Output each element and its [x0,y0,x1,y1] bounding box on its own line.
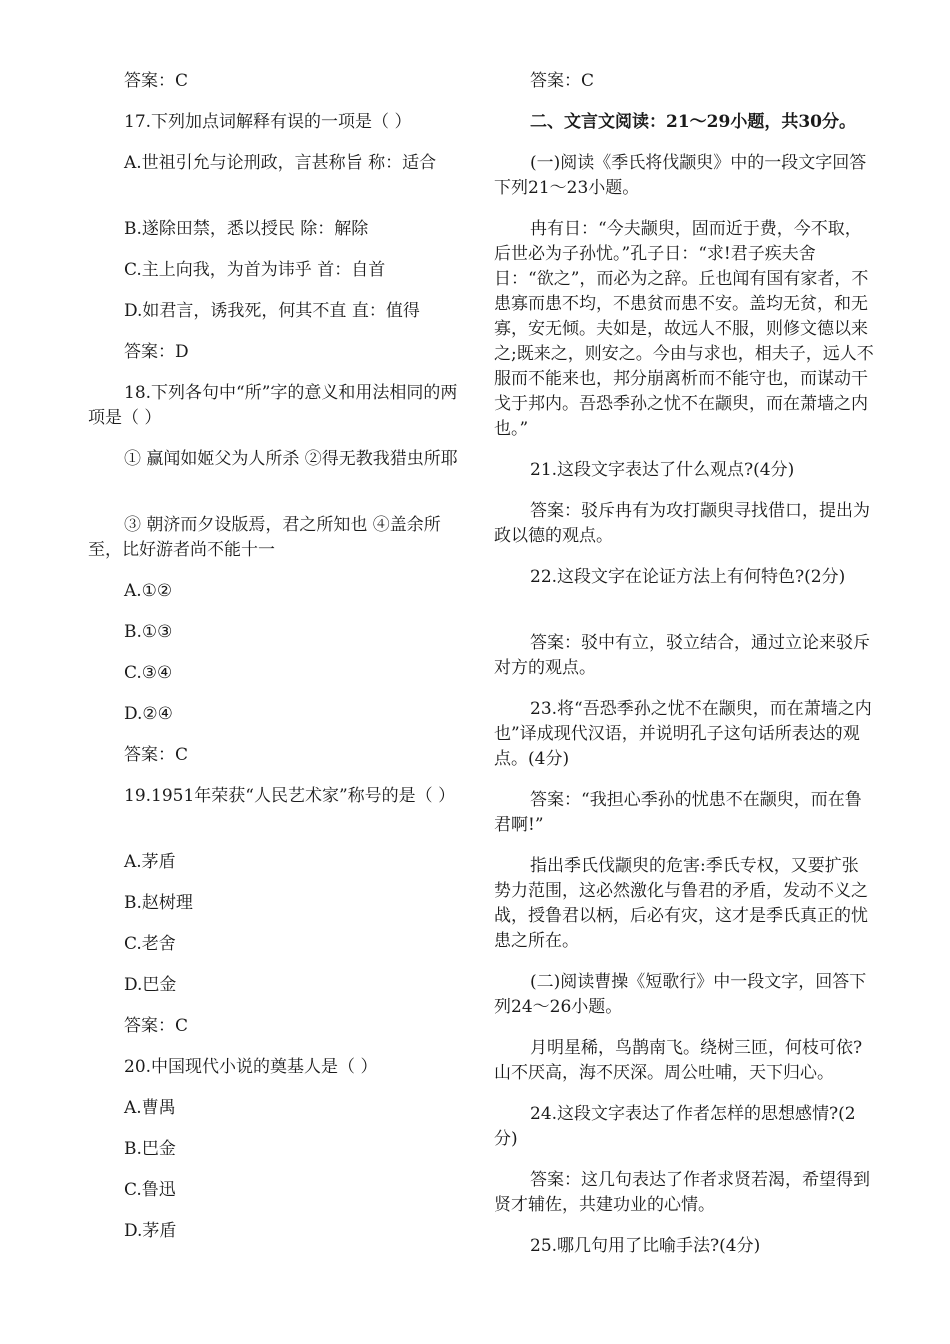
question-24: 24.这段文字表达了作者怎样的思想感情?(2分) [494,1104,856,1149]
option-b: B.巴金 [124,1139,176,1159]
option-a: A.①② [124,581,173,601]
answer-text: 答案：C [530,71,595,91]
section-heading: 二、文言文阅读：21～29小题，共30分。 [530,112,856,132]
option-c: C.③④ [124,663,173,683]
option-a: A.世祖引允与论刑政，言甚称旨 称：适合 [124,153,437,173]
poem-passage: 月明星稀，鸟鹊南飞。绕树三匝，何枝可依?山不厌高，海不厌深。周公吐哺，天下归心。 [494,1038,863,1083]
option-c: C.老舍 [124,934,176,954]
option-a: A.曹禺 [124,1098,176,1118]
option-c: C.主上向我，为首为讳乎 首：自首 [124,260,386,280]
question-22: 22.这段文字在论证方法上有何特色?(2分) [530,567,846,587]
answer-explanation: 指出季氏伐颛臾的危害:季氏专权，又要扩张势力范围，这必然激化与鲁君的矛盾，发动不义之战，授鲁君以柄，后必有灾，这才是季氏真正的忧患之所在。 [494,856,868,951]
answer-text: 答案：C [124,71,189,91]
reading-instruction: (二)阅读曹操《短歌行》中一段文字，回答下列24～26小题。 [494,972,867,1017]
option-d: D.巴金 [124,975,177,995]
question-18: 18.下列各句中“所”字的意义和用法相同的两项是（ ） [88,383,458,428]
question-25: 25.哪几句用了比喻手法?(4分) [530,1236,761,1256]
option-b: B.遂除田禁，悉以授民 除：解除 [124,219,369,239]
answer-text: 答案：C [124,745,189,765]
option-c: C.鲁迅 [124,1180,176,1200]
question-23: 23.将“吾恐季孙之忧不在颛臾，而在萧墙之内也”译成现代汉语，并说明孔子这句话所表达的观点。(4分) [494,699,872,769]
answer-text: 答案：D [124,342,189,362]
answer-text: 答案：C [124,1016,189,1036]
question-20: 20.中国现代小说的奠基人是（ ） [124,1057,378,1077]
option-b: B.赵树理 [124,893,193,913]
classical-passage: 冉有日：“今夫颛臾，固而近于费，今不取，后世必为子孙忧。”孔子日：“求!君子疾夫舍日：“欲之”，而必为之辞。丘也闻有国有家者，不患寡而患不均，不患贫而患不安。盖均无贫，和无寡，安无倾。夫如是，故远人不服，则修文德以来之;既来之，则安之。今由与求也，相夫子，远人不服而不能来也，邦分崩离析而不能守也，而谋动干戈于邦内。吾恐季孙之忧不在颛臾，而在萧墙之内也。” [494,219,874,439]
sentence-pair: ③ 朝济而夕设版焉，君之所知也 ④盖余所至，比好游者尚不能十一 [88,515,441,560]
answer-text: 答案：驳斥冉有为攻打颛臾寻找借口，提出为政以德的观点。 [494,501,870,546]
sentence-pair: ① 赢闻如姬父为人所杀 ②得无教我猎虫所耶 [124,449,458,469]
answer-text: 答案：“我担心季孙的忧患不在颛臾，而在鲁君啊!” [494,790,862,835]
option-d: D.茅盾 [124,1221,177,1241]
option-b: B.①③ [124,622,173,642]
answer-text: 答案：驳中有立，驳立结合，通过立论来驳斥对方的观点。 [494,633,870,678]
option-a: A.茅盾 [124,852,176,872]
question-17: 17.下列加点词解释有误的一项是（ ） [124,112,412,132]
answer-text: 答案：这几句表达了作者求贤若渴，希望得到贤才辅佐，共建功业的心情。 [494,1170,870,1215]
reading-instruction: (一)阅读《季氏将伐颛臾》中的一段文字回答下列21～23小题。 [494,153,867,198]
question-19: 19.1951年荣获“人民艺术家”称号的是（ ） [124,786,456,806]
question-21: 21.这段文字表达了什么观点?(4分) [530,460,795,480]
option-d: D.②④ [124,704,173,724]
option-d: D.如君言，诱我死，何其不直 直：值得 [124,301,420,321]
